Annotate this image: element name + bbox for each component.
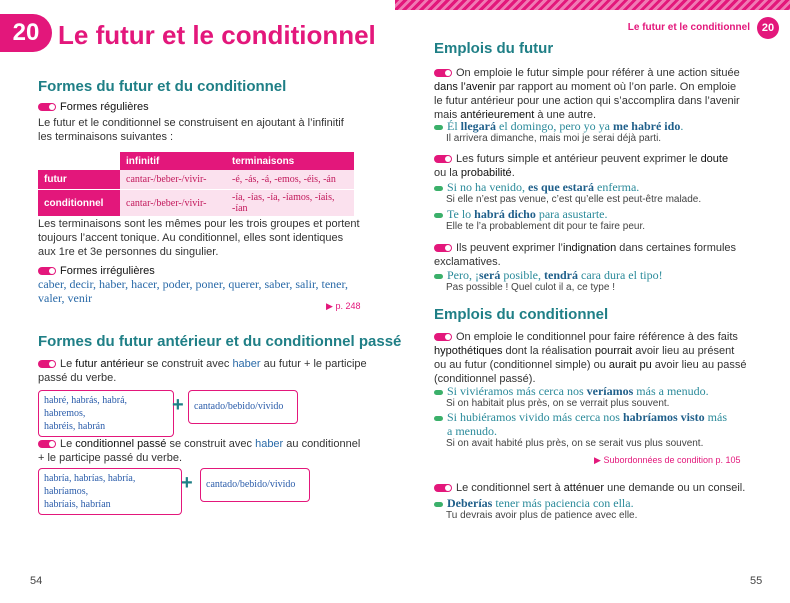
- example-translation: Elle te l’a probablement dit pour te faire peur.: [446, 221, 646, 232]
- section-title-emplois-conditionnel: Emplois du conditionnel: [434, 306, 609, 323]
- example-spanish: Él llegará el domingo, pero yo ya me habré ido.: [434, 119, 683, 133]
- auxiliary-forms-box: habría, habrías, habría, habríamos, habríais, habrían: [38, 468, 182, 515]
- toggle-icon: [38, 267, 56, 275]
- bullet-icon: [434, 213, 443, 218]
- example-translation: Si on habitait plus près, on se verrait plus souvent.: [446, 398, 670, 409]
- table-cell: cantar-/beber-/vivir-: [120, 170, 226, 190]
- bullet-icon: [434, 502, 443, 507]
- page-title: Le futur et le conditionnel: [58, 20, 376, 50]
- page-reference[interactable]: ▶ p. 248: [326, 301, 361, 311]
- paragraph: Les futurs simple et antérieur peuvent exprimer le doute ou la probabilité.: [434, 153, 729, 179]
- toggle-icon: [434, 333, 452, 341]
- running-head: Le futur et le conditionnel: [627, 22, 750, 33]
- participle-box: cantado/bebido/vivido: [188, 390, 298, 424]
- section-title-anterieur: Formes du futur antérieur et du conditionnel passé: [38, 333, 402, 350]
- irregular-forms-heading: Formes irrégulières: [38, 264, 155, 278]
- example-translation: Si elle n’est pas venue, c’est qu’elle est peut-être malade.: [446, 194, 702, 205]
- example-translation: Il arrivera dimanche, mais moi je serai déjà parti.: [446, 133, 662, 144]
- plus-icon: +: [172, 394, 184, 416]
- example-spanish: Si viviéramos más cerca nos veríamos más a menudo.: [434, 384, 709, 398]
- table-cell: cantar-/beber-/vivir-: [120, 190, 226, 217]
- table-header: infinitif: [120, 152, 226, 170]
- participle-box: cantado/bebido/vivido: [200, 468, 310, 502]
- cross-reference[interactable]: ▶ Subordonnées de condition p. 105: [594, 455, 741, 465]
- example-translation: Si on avait habité plus près, on se serait vus plus souvent.: [446, 438, 704, 449]
- toggle-icon: [434, 69, 452, 77]
- arrow-right-icon: ▶: [326, 301, 333, 311]
- auxiliary-forms-box: habré, habrás, habrá, habremos, habréis, habrán: [38, 390, 174, 437]
- example-translation: Tu devrais avoir plus de patience avec elle.: [446, 510, 638, 521]
- chapter-number-badge: 20: [0, 14, 52, 52]
- section-title-emplois-futur: Emplois du futur: [434, 40, 554, 57]
- arrow-right-icon: ▶: [594, 455, 601, 465]
- bullet-icon: [434, 274, 443, 279]
- paragraph: Le futur et le conditionnel se construisent en ajoutant à l’infinitif les terminaisons suivantes :: [38, 117, 344, 143]
- table-cell: -ía, -ías, -ía, -íamos, -íais, -ían: [226, 190, 354, 217]
- paragraph: Le conditionnel sert à atténuer une demande ou un conseil.: [434, 481, 745, 495]
- toggle-icon: [38, 103, 56, 111]
- example-translation: Pas possible ! Quel culot il a, ce type !: [446, 282, 615, 293]
- example-spanish: Pero, ¡será posible, tendrá cara dura el tipo!: [434, 268, 663, 282]
- top-stripe: [395, 0, 790, 10]
- example-spanish: Deberías tener más paciencia con ella.: [434, 496, 634, 510]
- bullet-icon: [434, 390, 443, 395]
- table-header: terminaisons: [226, 152, 354, 170]
- table-header-row: [38, 152, 354, 170]
- toggle-icon: [38, 440, 56, 448]
- conjugation-table: [38, 152, 354, 217]
- table-cell-label: conditionnel: [38, 190, 120, 217]
- section-title-formes: Formes du futur et du conditionnel: [38, 78, 287, 95]
- paragraph: Le conditionnel passé se construit avec haber au conditionnel + le participe passé du verbe.: [38, 438, 361, 464]
- toggle-icon: [434, 244, 452, 252]
- paragraph: Ils peuvent exprimer l’indignation dans certaines formules exclamatives.: [434, 242, 737, 268]
- page-number: 55: [750, 575, 763, 587]
- example-spanish: Si no ha venido, es que estará enferma.: [434, 180, 639, 194]
- bullet-icon: [434, 416, 443, 421]
- bullet-icon: [434, 186, 443, 191]
- irregular-verbs-list: caber, decir, haber, hacer, poder, poner, querer, saber, salir, tener, valer, venir: [38, 277, 349, 305]
- table-row: [38, 190, 354, 217]
- table-header-empty: [38, 152, 120, 170]
- table-cell: -é, -ás, -á, -emos, -éis, -án: [226, 170, 354, 190]
- toggle-icon: [38, 360, 56, 368]
- toggle-icon: [434, 484, 452, 492]
- paragraph: Les terminaisons sont les mêmes pour les trois groupes et portent toujours l’accent tonique. Au conditionnel, elles sont identiques aux 1re et 3e personnes du singulier.: [38, 218, 360, 258]
- regular-forms-heading: Formes régulières: [38, 100, 149, 114]
- toggle-icon: [434, 155, 452, 163]
- table-row: [38, 170, 354, 190]
- chapter-number-badge: 20: [757, 17, 779, 39]
- page-number: 54: [30, 575, 43, 587]
- paragraph: On emploie le futur simple pour référer à une action située dans l’avenir par rapport au moment où l’on parle. On emploie le futur antérieur pour une action qui s’accomplira dans l’avenir mais antérieurement à une autre.: [434, 67, 740, 121]
- plus-icon: +: [181, 472, 193, 494]
- example-spanish: Si hubiéramos vivido más cerca nos habríamos visto más a menudo.: [434, 410, 727, 438]
- table-cell-label: futur: [38, 170, 120, 190]
- paragraph: Le futur antérieur se construit avec haber au futur + le participe passé du verbe.: [38, 358, 367, 384]
- bullet-icon: [434, 125, 443, 130]
- paragraph: On emploie le conditionnel pour faire référence à des faits hypothétiques dont la réalisation pourrait avoir lieu au présent ou au futur (conditionnel simple) ou aurait pu avoir lieu au passé (conditionnel passé).: [434, 331, 747, 385]
- example-spanish: Te lo habrá dicho para asustarte.: [434, 207, 607, 221]
